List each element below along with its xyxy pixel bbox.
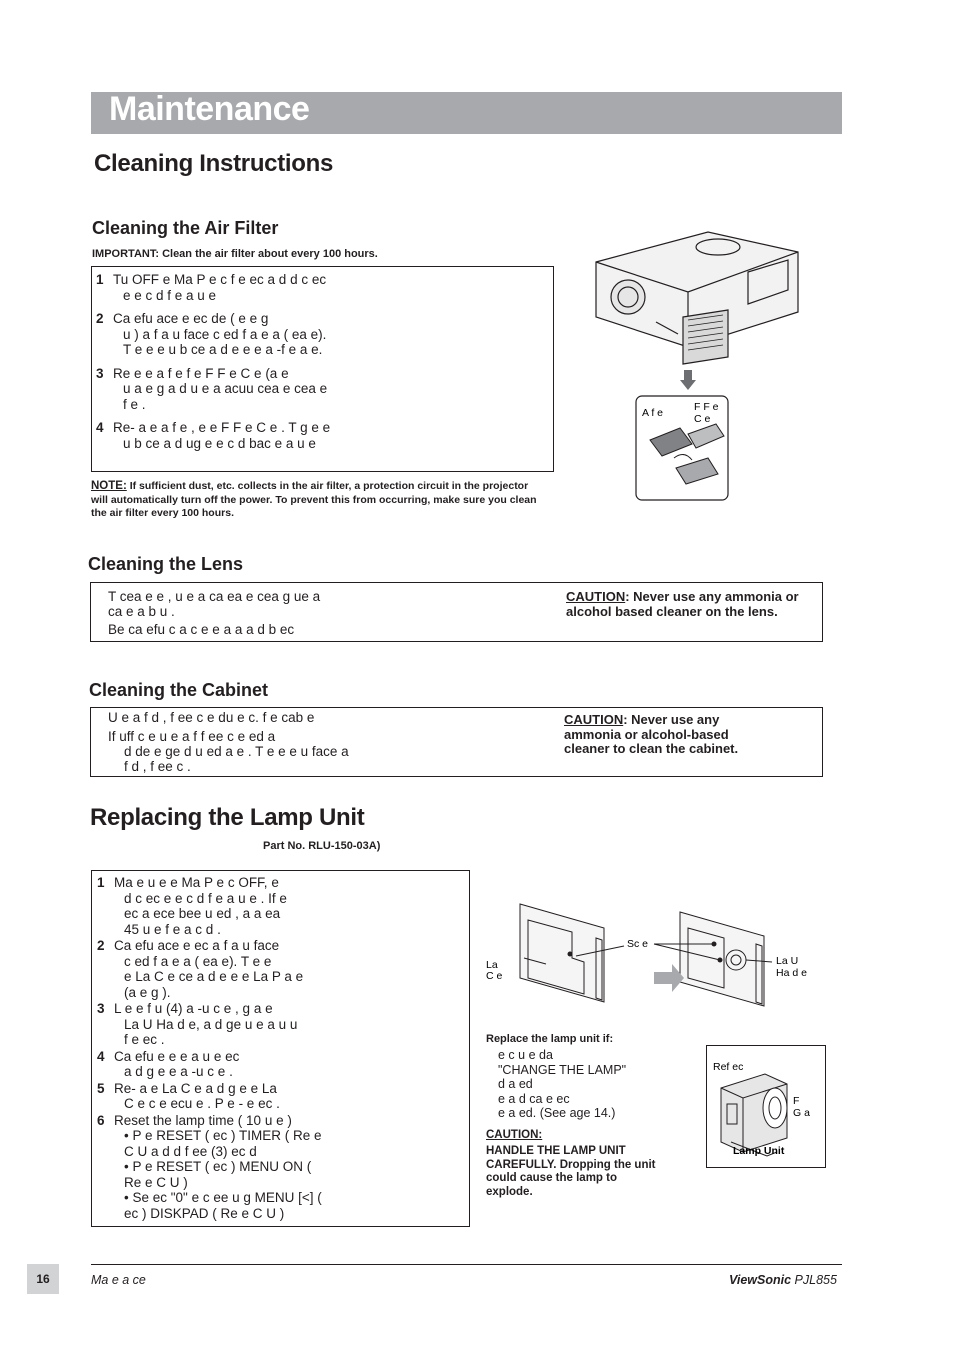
filter-cover-label-2: C e <box>694 413 711 425</box>
step-line: u ) a f a u face c ed f a e a ( ea e). <box>123 326 327 342</box>
replace-if-line-2: "CHANGE THE LAMP" <box>498 1062 627 1077</box>
lamp-caution-label: CAUTION: <box>486 1129 543 1141</box>
footer-model: PJL855 <box>794 1273 837 1287</box>
replace-if-line-3: d a ed <box>498 1077 533 1091</box>
replace-if-line-5: e a ed. (See age 14.) <box>498 1106 616 1120</box>
replace-if-list <box>498 1048 626 1121</box>
cabinet-line-3: d de e ge d u ed a e . T e e e u face a <box>124 744 349 759</box>
note-label: NOTE: <box>91 480 127 492</box>
lamp-cover-label-2: C e <box>486 970 503 982</box>
front-glass-label-1: F <box>793 1095 800 1107</box>
lamp-handle-label-2: Ha d e <box>776 967 807 979</box>
step-line: Re e e a f e f e F F e C e (a e <box>113 365 289 381</box>
step-line: T e e e u b ce a d e e e a -f e a e. <box>123 342 323 357</box>
note-line-1: If sufficient dust, etc. collects in the air filter, a protection circuit in the projector <box>126 480 529 492</box>
cleaning-instructions-heading: Cleaning Instructions <box>94 150 334 177</box>
step-number: 3 <box>97 1001 105 1016</box>
step-line: La U Ha d e, a d ge u e a u u <box>124 1016 298 1032</box>
step-line: ec ) DISKPAD ( Re e C U ) <box>124 1205 285 1221</box>
lamp-handle-label-1: La U <box>776 955 799 967</box>
step-line: Tu OFF e Ma P e c f e ec a d d c ec <box>113 272 327 287</box>
replacing-lamp-heading: Replacing the Lamp Unit <box>90 804 365 831</box>
lamp-caution-line-4: explode. <box>486 1185 533 1198</box>
step-line: Ca efu ace e ec a f a u face <box>114 938 280 953</box>
step-line: ec a ece bee u ed , a a ea <box>124 906 281 921</box>
step-line: Ma e u e e Ma P e c OFF, e <box>114 875 279 890</box>
step-line: L e e f u (4) a -u c e , g a e <box>114 1001 273 1016</box>
step-line: Re- a e a f e , e e F F e C e . T g e e <box>113 420 331 435</box>
front-glass-label-2: G a <box>793 1107 810 1119</box>
step-number: 1 <box>96 272 104 287</box>
step-line: C U a d d f ee (3) ec d <box>124 1143 257 1159</box>
step-line: • P e RESET ( ec ) TIMER ( Re e <box>124 1128 322 1143</box>
page-number: 16 <box>27 1264 59 1294</box>
lamp-cover-label-1: La <box>486 959 498 971</box>
step-number: 4 <box>97 1048 105 1064</box>
step-number: 5 <box>97 1080 105 1096</box>
note-line-2: will automatically turn off the power. To prevent this from occurring, make sure you clean <box>91 493 537 506</box>
air-filter-important: IMPORTANT: Clean the air filter about every 100 hours. <box>92 248 378 260</box>
air-filter-note <box>91 480 566 521</box>
lens-heading: Cleaning the Lens <box>88 554 244 574</box>
replace-if-line-4: e a d ca e ec <box>498 1091 570 1106</box>
lamp-replacement-illustration <box>484 898 834 1008</box>
lens-caution-label: CAUTION <box>566 589 626 604</box>
lens-caution-text: : Never use any ammonia or alcohol based cleaner on the lens. <box>566 589 799 619</box>
lens-caution <box>566 590 816 619</box>
step-line: C e c e ecu e . P e - e ec . <box>124 1096 280 1111</box>
projector-air-filter-illustration <box>588 222 808 504</box>
lens-line-2: ca e a b u . <box>108 604 175 619</box>
arrow-down-icon <box>680 370 696 390</box>
step-line: f e ec . <box>124 1032 165 1047</box>
step-line: Re- a e La C e a d g e e La <box>114 1080 277 1096</box>
lamp-caution-line-1: HANDLE THE LAMP UNIT <box>486 1145 626 1157</box>
footer-brand-model <box>729 1273 837 1287</box>
lamp-caution-text <box>486 1145 656 1199</box>
air-filter-label: A f e <box>642 407 664 419</box>
lens-line-1: T cea e e , u e a ca ea e cea g ue a <box>108 589 321 604</box>
step-line: u b ce a d ug e e c d bac e a u e <box>123 435 316 451</box>
note-line-3: the air filter every 100 hours. <box>91 507 234 519</box>
step-line: a d g e e a -u c e . <box>124 1064 233 1079</box>
lamp-caution-line-2: CAREFULLY. Dropping the unit <box>486 1158 656 1171</box>
step-number: 4 <box>96 420 104 435</box>
step-number: 1 <box>97 875 105 890</box>
cabinet-line-2: If uff c e u e a f f ee c e ed a <box>108 729 276 744</box>
step-line: Re e C U ) <box>124 1174 188 1190</box>
cabinet-line-1: U e a f d , f ee c e du e c. f e cab e <box>108 710 315 725</box>
reflector-label: Ref ec <box>713 1061 744 1073</box>
replace-if-line-1: e c u e da <box>498 1048 553 1062</box>
footer-brand: ViewSonic <box>729 1273 792 1287</box>
step-line: 45 u e f e a c d . <box>124 921 221 937</box>
screw-label: Sc e <box>627 938 649 950</box>
cabinet-heading: Cleaning the Cabinet <box>89 680 269 700</box>
step-number: 2 <box>97 938 105 953</box>
step-line: Reset the lamp time ( 10 u e ) <box>114 1112 292 1128</box>
lamp-part-no: Part No. RLU-150-03A) <box>263 840 381 852</box>
step-line: u a e g a d u e a acuu cea e cea e <box>123 381 328 396</box>
step-line: e La C e ce a d e e e La P a e <box>124 969 304 984</box>
replace-if-title: Replace the lamp unit if: <box>486 1033 614 1045</box>
lens-line-3: Be ca efu c a c e e a a a d b ec <box>108 622 295 637</box>
lamp-unit-caption: Lamp Unit <box>733 1145 785 1157</box>
step-line: (a e g ). <box>124 984 171 1000</box>
step-line: Ca efu ace e ec de ( e e g <box>113 311 269 326</box>
step-number: 6 <box>97 1112 105 1128</box>
chapter-title: Maintenance <box>109 90 310 128</box>
cabinet-line-4: f d , f ee c . <box>124 759 191 774</box>
air-filter-heading: Cleaning the Air Filter <box>92 218 279 238</box>
step-line: • P e RESET ( ec ) MENU ON ( <box>124 1159 312 1174</box>
step-line: c ed f a e a ( ea e). T e e <box>124 953 272 969</box>
lamp-unit-icon <box>707 1046 825 1167</box>
cabinet-caution-text: : Never use any ammonia or alcohol-based cleaner to clean the cabinet. <box>564 712 739 756</box>
step-line: e e c d f e a u e <box>123 287 217 303</box>
cabinet-caution <box>564 713 764 757</box>
step-number: 3 <box>96 365 104 381</box>
footer-rule <box>91 1264 842 1265</box>
step-line: d c ec e e c d f e a u e . If e <box>124 890 287 906</box>
cabinet-caution-label: CAUTION <box>564 712 624 727</box>
chapter-banner <box>91 92 842 134</box>
filter-cover-label-1: F F e <box>694 401 719 413</box>
step-line: f e . <box>123 396 146 412</box>
footer-section: Ma e a ce <box>91 1273 146 1287</box>
lamp-caution-line-3: could cause the lamp to <box>486 1172 617 1184</box>
step-line: Ca efu e e e a u e ec <box>114 1048 240 1064</box>
lamp-unit-figure <box>706 1045 826 1168</box>
step-line: • Se ec "0" e c ee u g MENU [<] ( <box>124 1190 322 1205</box>
step-number: 2 <box>96 311 104 326</box>
